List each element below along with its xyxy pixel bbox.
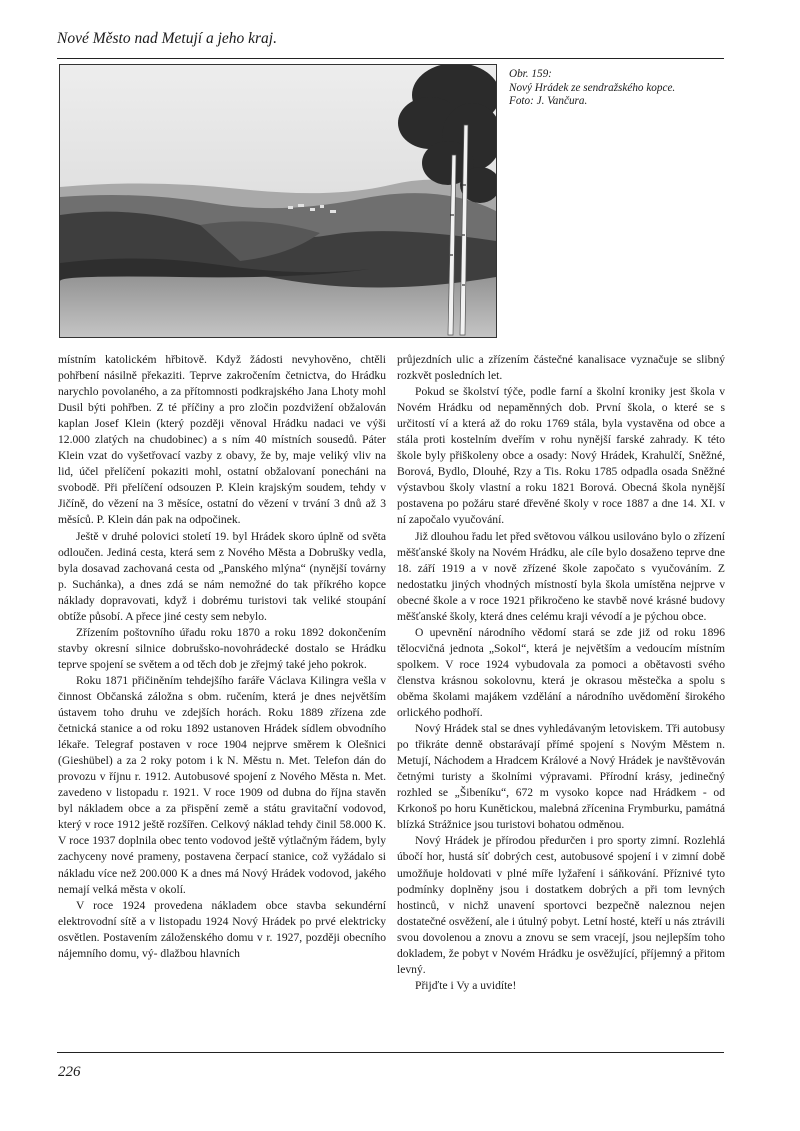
page-number: 226: [58, 1064, 81, 1080]
figure-caption: [509, 68, 719, 109]
header-rule: [57, 58, 724, 59]
right-text-column: [397, 352, 725, 994]
paragraph: Zřízením poštovního úřadu roku 1870 a roku 1892 dokončením stavby okresní silnice dobrušsko-novohrádecké dostalo se Hrádku teprve spojení se světem a od těch dob je zřejmý také jeho pokrok.: [58, 625, 386, 671]
paragraph: průjezdních ulic a zřízením částečné kanalisace vyznačuje se slibný rozkvět posledních let.: [397, 353, 725, 383]
closing-line: Přijďte i Vy a uvidíte!: [415, 978, 517, 992]
paragraph: Pokud se školství týče, podle farní a školní kroniky jest škola v Novém Hrádku od nepaměnných dob. První škola, o které se s určitostí ví a která až do roku 1769 stála, byla vystavěna od obce a stála proti kostelním dveřím v rohu nynější farské zahrady. K této škole byly přiškoleny obce a osady: Nový Hrádek, Krahulčí, Sněžné, Borová, Bydlo, Dlouhé, Rzy a Tis. Roku 1785 odpadla osada Sněžné výstavbou školy vlastní a roku 1821 Borová. Obecná škola nynější postavena po požáru staré dřevěné školy v roce 1887 a dne 14. XI. v ní započalo vyučování.: [397, 385, 725, 527]
running-header: Nové Město nad Metují a jeho kraj.: [57, 30, 277, 47]
paragraph: V roce 1924 provedena nákladem obce stavba sekundérní elektrovodní sítě a v listopadu 1924 Nový Hrádek po prvé elektricky osvětlen. Postavením záloženského domu v r. 1927, později obecního nájemního domu, vý- dlažbou hlavních: [58, 898, 386, 960]
paragraph: místním katolickém hřbitově. Když žádosti nevyhověno, chtěli pohřbení násilně překaziti. Teprve zakročením četnictva, do Hrádku narychlo povolaného, a za přítomnosti podkrajského Jana Lhoty mohl Dusil býti pohřben. Z té příčiny a pro zločin pozdvižení obžalován kaplan Josef Klein (který později věnoval Hrádku nadaci ve výši 12.000 zlatých na chudobinec) a s ním 40 místních sousedů. Páter Klein vzat do vyšetřovací vazby z obavy, že by, maje veliký vliv na lid, účel přelíčení pokaziti mohl, ostatní obžalovaní ponecháni na svobodě. Při přelíčení odsouzen P. Klein krajským soudem, tehdy v Jičíně, do vězení na 3 měsíce, ostatní do vězení v trvání 3 dnů až 3 měsíců. P. Klein dán pak na odpočinek.: [58, 353, 386, 527]
paragraph: Nový Hrádek je přírodou předurčen i pro sporty zimní. Rozlehlá úbočí hor, hustá síť dobrých cest, autobusové spojení i v zimní době umožňuje holdovati v plné míře lyžaření i sáňkování. Příznivé tyto podmínky doplněny jsou i dostatkem dobrých a při tom levných hostinců, v nichž unavení sportovci bezpečně naleznou nejen dostatečné osvěžení, ale i útulný pobyt. Letní hosté, kteří u nás ztrávili svou dovolenou a znovu a znovu se sem vracejí, jsou nejlepším toho dokladem, že pobyt v Novém Hrádku je osvěžující, příjemný a přitom levný.: [397, 834, 725, 976]
landscape-photo: [59, 64, 497, 338]
paragraph: Nový Hrádek stal se dnes vyhledávaným letoviskem. Tři autobusy po třikráte denně obstarávají přímé spojení s Novým Městem n. Metují, Náchodem a Hradcem Králové a Nový Hrádek je navštěvován četnými turisty a školními výpravami. Přírodní krásy, jedinečný rozhled se „Šibeníku“, 672 m vysoko kopce nad Hrádkem - od Krkonoš po horu Kunětickou, malebná zřícenina Frymburku, památná blízká Strážnice jsou turistovi bohatou odměnou.: [397, 722, 725, 832]
caption-photo-credit: Foto: J. Vančura.: [509, 95, 588, 108]
left-text-column: [58, 352, 386, 962]
footer-rule: [57, 1052, 724, 1053]
caption-title: Nový Hrádek ze sendražského kopce.: [509, 81, 676, 94]
paragraph: Ještě v druhé polovici století 19. byl Hrádek skoro úplně od světa odloučen. Jediná cesta, která sem z Nového Města a Dobrušky vedla, byla dosavad zachovaná cesta od „Panského mlýna“ (nynější továrny p. Suchánka), a dnes zdá se nám nemožné do tak příkrého kopce náklady dopravovati, když i dobrému turistovi tak veliké stoupání obtíže působí. A přece jiné cesty sem nebylo.: [58, 529, 386, 623]
paragraph: Již dlouhou řadu let před světovou válkou usilováno bylo o zřízení měšťanské školy na Novém Hrádku, ale cíle bylo dosaženo teprve dne 18. září 1919 a v nově zřízené škole započato s vyučováním. Z nedostatku jiných vhodných místností byla škola umístěna nejprve v obecné škole a v roce 1921 přikročeno ke stavbě nové krásné budovy měšťanské školy, která dnes celému kraji vévodí a je pýchou obce.: [397, 529, 725, 623]
caption-figure-number: Obr. 159:: [509, 68, 552, 80]
paragraph: Roku 1871 přičiněním tehdejšího faráře Václava Kilingra vešla v činnost Občanská záložna s obm. ručením, která je dnes největším ústavem toho druhu ve zdejších horách. Roku 1889 zřízena zde četnická stanice a od roku 1892 ustanoven Hrádek sídlem obvodního lékaře. Telegraf postaven v roce 1904 nejprve směrem k Olešnici (Gieshübel) a za 2 roky potom i k N. Městu n. Met. Telefon dán do provozu v říjnu r. 1912. Autobusové spojení z Nového Města n. Met. zavedeno v listopadu r. 1921. V roce 1909 od dubna do října stavěn byl nákladem obce a za přispění země a státu gravitační vodovod, který v roce 1912 ještě rozšířen. Celkový náklad tehdy činil 58.000 K. V roce 1937 doplnila obec tento vodovod ještě výtlačným řádem, byly zachyceny nové prameny, postavena čerpací stanice, což vyžádalo si nákladu více než 200.000 K a dnes má Nový Hrádek vodovod, jakého nemají velká města v okolí.: [58, 673, 386, 896]
paragraph: O upevnění národního vědomí stará se zde již od roku 1896 tělocvičná jednota „Sokol“, která je největším a vedoucím místním spolkem. V roce 1924 vybudovala za pomoci a obětavosti svého členstva krásnou sokolovnu, která je okrasou městečka a spolu s oběma školami majákem vzdělání a národního uvědomění širokého orlického podhoří.: [397, 625, 725, 720]
